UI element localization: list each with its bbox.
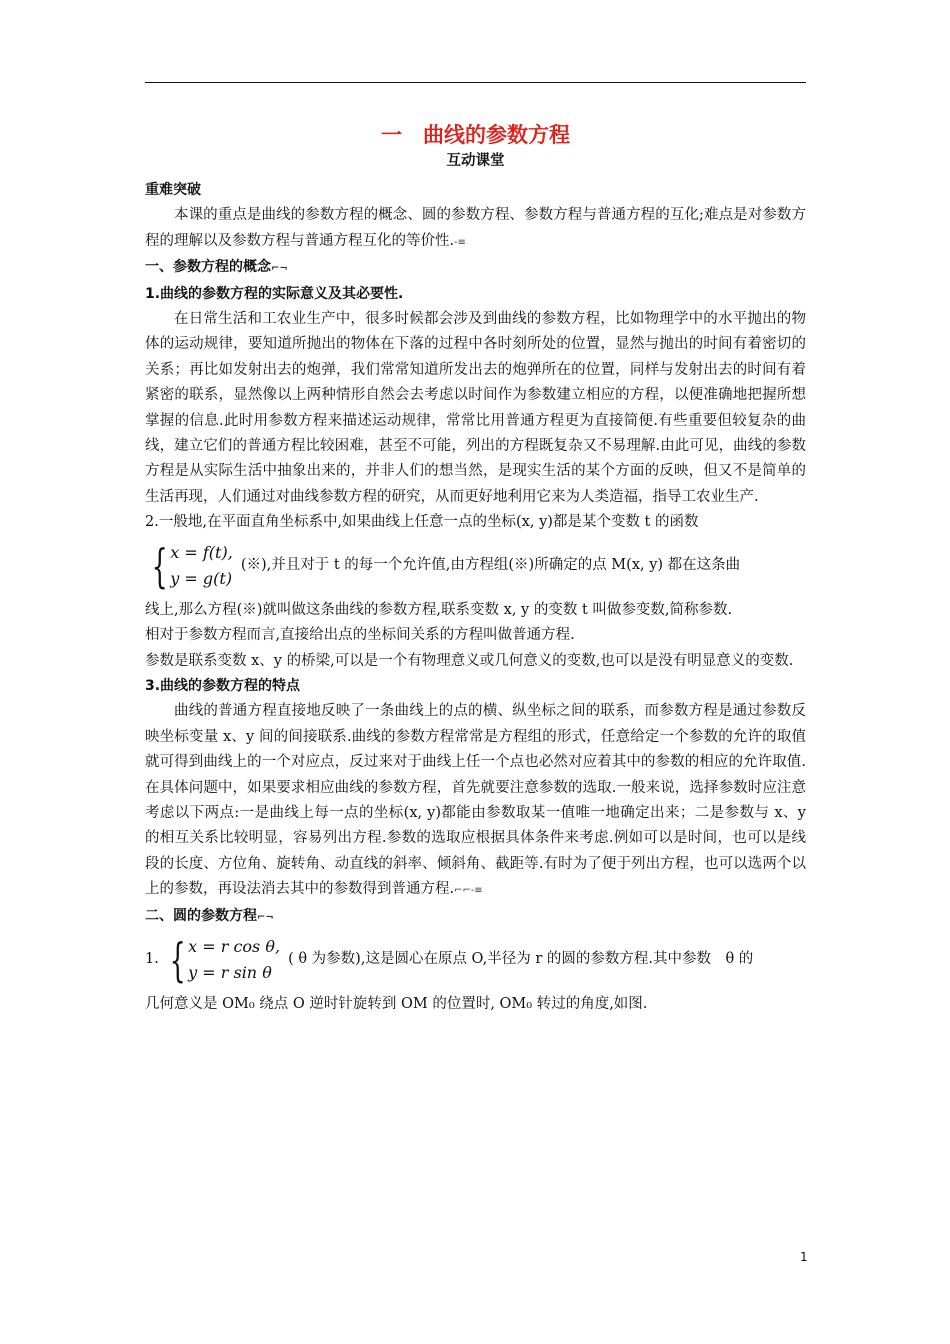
paragraph-focus-text: 本课的重点是曲线的参数方程的概念、圆的参数方程、参数方程与普通方程的互化;难点是对参数方程的理解以及参数方程与普通方程互化的等价性. — [145, 207, 806, 249]
section-heading-circle — [145, 904, 806, 930]
paragraph-parameter-bridge: 参数是联系变数 x、y 的桥梁,可以是一个有物理意义或几何意义的变数,也可以是没有明显意义的变数. — [145, 652, 794, 669]
margin-mark: ⌐⌐-≡ — [454, 885, 483, 897]
item-number: 1. — [145, 951, 159, 968]
equation-system-general — [145, 540, 806, 592]
subheading-meaning: 1.曲线的参数方程的实际意义及其必要性. — [145, 285, 404, 302]
brace-symbol: { — [169, 932, 186, 987]
paragraph-ordinary-equation: 相对于参数方程而言,直接给出点的坐标间关系的方程叫做普通方程. — [145, 627, 575, 644]
equation-line-y: y = r sin θ — [188, 962, 272, 982]
header-rule — [145, 82, 806, 83]
equation-line-x: x = r cos θ, — [188, 936, 281, 956]
equation-lines — [188, 934, 280, 986]
equation-line-x: x = f(t), — [170, 542, 233, 562]
margin-mark: ⌐¬ — [271, 263, 288, 275]
equation-lines — [170, 540, 233, 592]
paragraph-definition-cont: 线上,那么方程(※)就叫做这条曲线的参数方程,联系变数 x, y 的变数 t 叫做参变数,简称参数. — [145, 601, 733, 618]
subheading-features: 3.曲线的参数方程的特点 — [145, 677, 301, 694]
paragraph-meaning: 在日常生活和工农业生产中，很多时候都会涉及到曲线的参数方程，比如物理学中的水平抛出的物体的运动规律，要知道所抛出的物体在下落的过程中各时刻所处的位置，显然与抛出的时间有着密切的关系；再比如发射出去的炮弹，我们常常知道所发出去的炮弹所在的位置，同样与发射出去的时间有着紧密的联系，显然像以上两种情形自然会去考虑以时间作为参数建立相应的方程，以便准确地把握所想掌握的信息.此时用参数方程来描述运动规律，常常比用普通方程更为直接简便.有些重要但较复杂的曲线，建立它们的普通方程比较困难，甚至不可能，列出的方程既复杂又不易理解.由此可见，曲线的参数方程是从实际生活中抽象出来的，并非人们的想当然，是现实生活的某个方面的反映，但又不是简单的生活再现，人们通过对曲线参数方程的研究，从而更好地利用它来为人类造福，指导工农业生产. — [145, 311, 806, 505]
page-number: 1 — [800, 1250, 808, 1264]
equation-trailing-text: ( θ 为参数),这是圆心在原点 O,半径为 r 的圆的参数方程.其中参数 θ 的 — [288, 951, 754, 968]
brace-symbol: { — [151, 538, 168, 593]
page-title: 一 曲线的参数方程 — [381, 123, 570, 147]
paragraph-features-text: 曲线的普通方程直接地反映了一条曲线上的点的横、纵坐标之间的联系，而参数方程是通过参数反映坐标变量 x、y 间的间接联系.曲线的参数方程常常是方程组的形式，任意给定一个参数的允许的取值就可得到曲线上的一个对应点，反过来对于曲线上任一个点也必然对应着其中的参数的相应的允许取值.在具体问题中，如果要求相应曲线的参数方程，首先就要注意参数的选取.一般来说，选择参数时应注意考虑以下两点:一是曲线上每一点的坐标(x, y)都能由参数取某一值唯一地确定出来；二是参数与 x、y 的相互关系比较明显，容易列出方程.参数的选取应根据具体条件来考虑.例如可以是时间，也可以是线段的长度、方位角、旋转角、动直线的斜率、倾斜角、截距等.有时为了便于列出方程，也可以选两个以上的参数，再设法消去其中的参数得到普通方程. — [145, 703, 806, 898]
paragraph-focus — [145, 203, 806, 255]
equation-trailing-text: (※),并且对于 t 的每一个允许值,由方程组(※)所确定的点 M(x, y) 都在这条曲 — [240, 556, 741, 573]
section-heading-concept — [145, 255, 806, 281]
margin-mark: -≡ — [454, 236, 466, 248]
paragraph-geometric-meaning: 几何意义是 OM₀ 绕点 O 逆时针旋转到 OM 的位置时, OM₀ 转过的角度,如图. — [145, 995, 648, 1012]
page-subtitle: 互动课堂 — [446, 153, 505, 169]
margin-mark: ⌐¬ — [257, 911, 274, 923]
equation-system-circle — [145, 934, 806, 986]
equation-line-y: y = g(t) — [170, 568, 233, 588]
document-body — [145, 120, 806, 1017]
section-heading-circle-text: 二、圆的参数方程 — [145, 907, 257, 924]
section-heading-concept-text: 一、参数方程的概念 — [145, 259, 271, 276]
paragraph-features — [145, 699, 806, 903]
section-heading-difficulty: 重难突破 — [145, 182, 201, 198]
paragraph-definition: 2.一般地,在平面直角坐标系中,如果曲线上任意一点的坐标(x, y)都是某个变数 t 的函数 — [145, 514, 699, 531]
